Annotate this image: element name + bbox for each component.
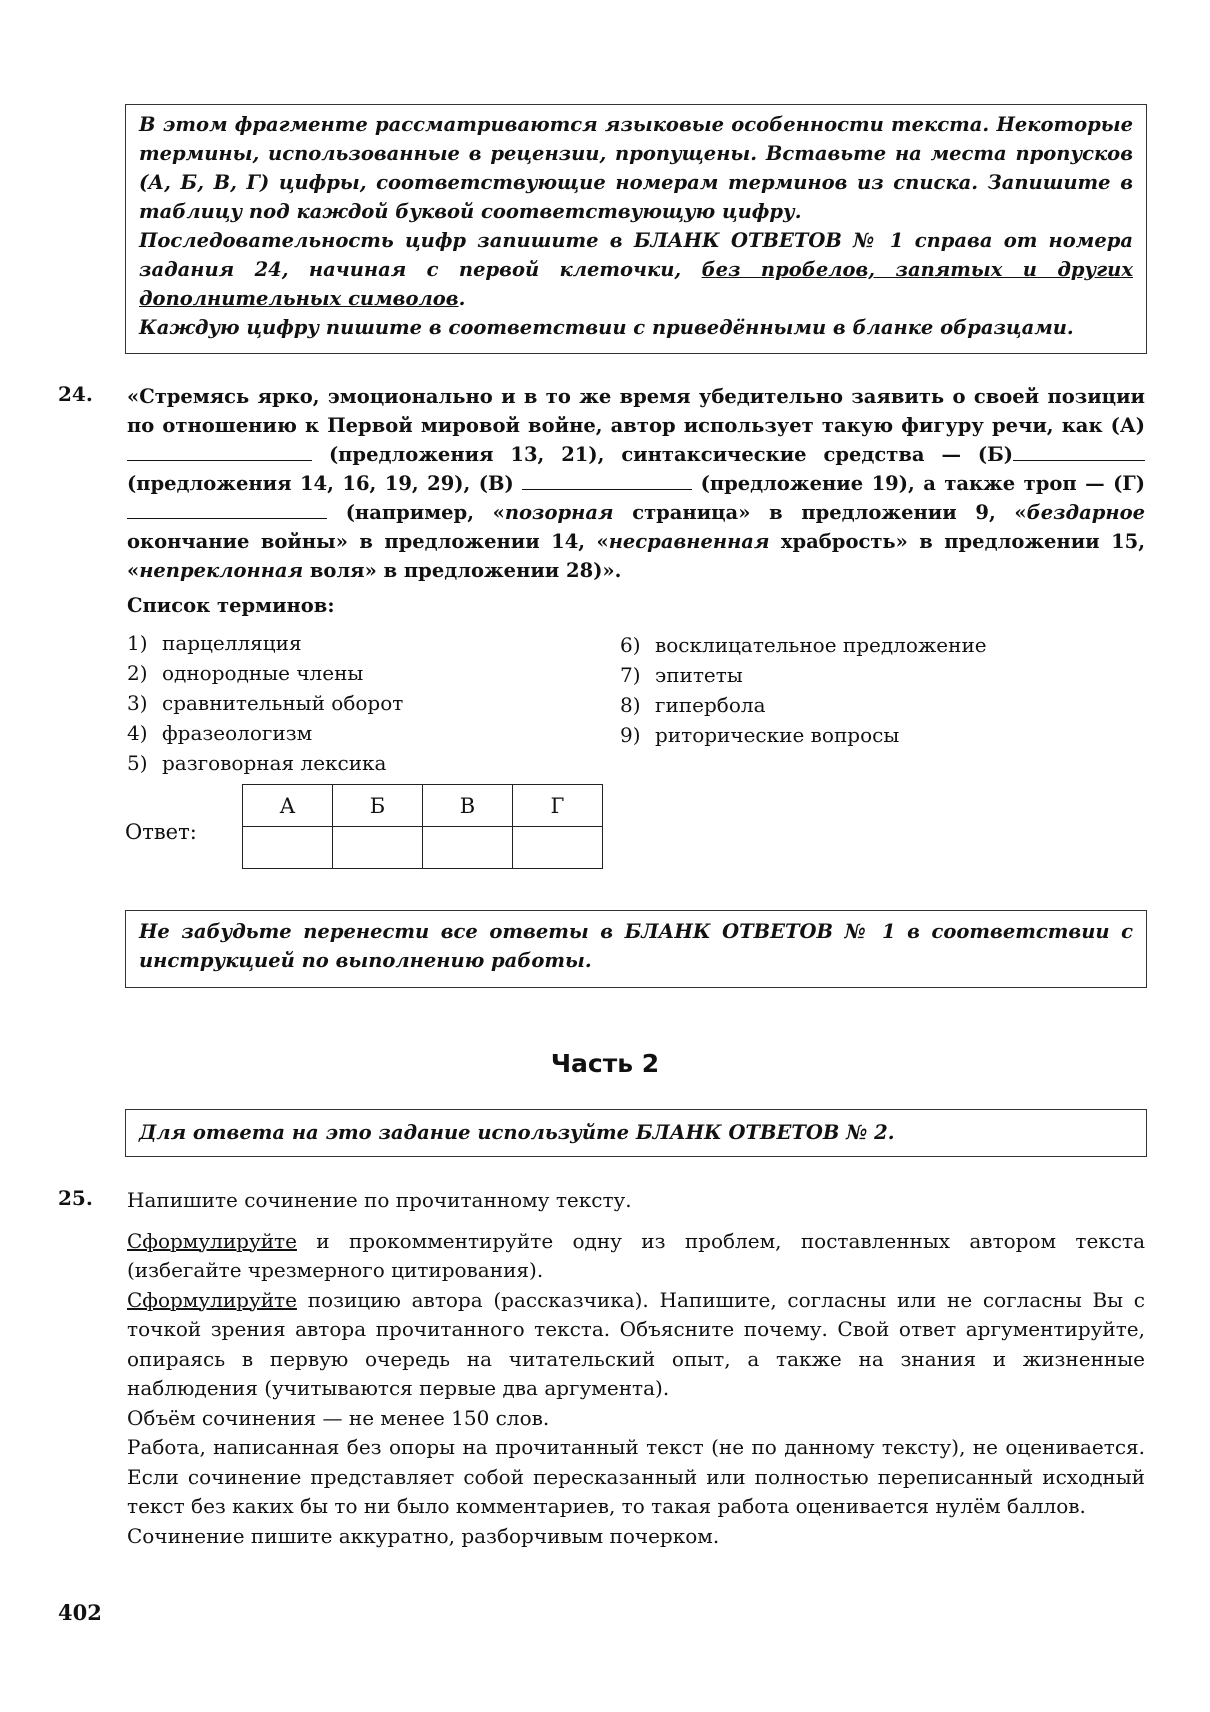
blank-v (522, 470, 692, 490)
task-25-para-5: Сочинение пишите аккуратно, разборчивым почерком. (127, 1523, 720, 1548)
task-24-seg2: (предложения 13, 21), синтаксические средства — (Б) (328, 443, 1013, 466)
example-4-italic: непреклонная (139, 559, 304, 582)
answer-cell-a[interactable] (243, 827, 333, 869)
term-item (127, 658, 403, 688)
task-25-para-2 (127, 1286, 1145, 1404)
answer-cell-v[interactable] (423, 827, 513, 869)
instructions-underlined: без пробелов, запятых и других дополнительных символов (139, 258, 1133, 310)
task-25-para-1-underlined: Сформулируйте (127, 1228, 297, 1253)
example-3-rest: храбрость» в предложении 15, « (127, 530, 1145, 582)
answer-header-v: В (423, 785, 513, 827)
task-25-para-3: Объём сочинения — не менее 150 слов. (127, 1405, 550, 1430)
answer-cell-g[interactable] (513, 827, 603, 869)
task-24-seg5: (например, « (345, 501, 505, 524)
term-number: 4) (127, 721, 148, 745)
answer-header-b: Б (333, 785, 423, 827)
term-number: 6) (620, 633, 641, 657)
terms-heading: Список терминов: (127, 594, 335, 617)
reminder-box (125, 910, 1147, 988)
blank-a (127, 441, 312, 461)
task-25-intro: Напишите сочинение по прочитанному тексту. (127, 1188, 632, 1212)
term-number: 7) (620, 663, 641, 687)
task-24-seg3: (предложения 14, 16, 19, 29), (В) (127, 472, 514, 495)
task-25-para-1-rest: и прокомментируйте одну из проблем, поставленных автором текста (избегайте чрезмерного цитирования). (127, 1228, 1145, 1282)
term-number: 8) (620, 693, 641, 717)
term-item (127, 688, 403, 718)
answer-header-a: А (243, 785, 333, 827)
instructions-text-3: Каждую цифру пишите в соответствии с приведёнными в бланке образцами. (139, 316, 1074, 339)
term-number: 5) (127, 751, 148, 775)
example-2-rest: окончание войны» в предложении 14, « (127, 530, 609, 553)
task-25-para-2-rest: позицию автора (рассказчика). Напишите, согласны или не согласны Вы с точкой зрения автора прочитанного текста. Объясните почему. Свой ответ аргументируйте, опираясь в первую очередь на читательский опыт, а также на знания и жизненные наблюдения (учитываются первые два аргумента). (127, 1287, 1145, 1400)
part-2-title: Часть 2 (550, 1049, 660, 1078)
example-1-italic: позорная (504, 501, 614, 524)
instructions-text-2 (139, 226, 1133, 313)
task-24-seg1: «Стремясь ярко, эмоционально и в то же время убедительно заявить о своей позиции по отношению к Первой мировой войне, автор использует такую фигуру речи, как (А) (127, 385, 1145, 437)
reminder-text: Не забудьте перенести все ответы в БЛАНК ОТВЕТОВ № 1 в соответствии с инструкцией по выполнению работы. (139, 920, 1133, 972)
task-25-number: 25. (58, 1186, 93, 1210)
term-item (620, 720, 987, 750)
task-24-text (127, 382, 1145, 585)
answer-input-row (243, 827, 603, 869)
term-item (127, 628, 403, 658)
answer-header-row (243, 785, 603, 827)
term-item (127, 718, 403, 748)
terms-list-right (620, 630, 987, 750)
term-text: разговорная лексика (162, 751, 387, 775)
term-item (620, 630, 987, 660)
task-24-number: 24. (58, 382, 93, 406)
task-24-seg4: (предложение 19), а также троп — (Г) (700, 472, 1145, 495)
blank-b (1013, 441, 1145, 461)
part-2-instruction-box (125, 1109, 1147, 1157)
task-25-text (127, 1186, 1145, 1551)
term-text: гипербола (655, 693, 766, 717)
term-text: восклицательное предложение (655, 633, 987, 657)
term-item (620, 690, 987, 720)
term-number: 2) (127, 661, 148, 685)
instructions-text-2-start: Последовательность цифр запишите в БЛАНК ОТВЕТОВ № 1 справа от номера задания 24, начиная с первой клеточки, (139, 229, 1133, 281)
example-4-rest: воля» в предложении 28)». (303, 559, 622, 582)
answer-label: Ответ: (125, 820, 197, 844)
term-text: парцелляция (162, 631, 302, 655)
term-text: риторические вопросы (655, 723, 900, 747)
answer-table (242, 784, 603, 869)
task-25-para-4: Работа, написанная без опоры на прочитанный текст (не по данному тексту), не оценивается. Если сочинение представляет собой пересказанный или полностью переписанный исходный текст без каких бы то ни было комментариев, то такая работа оценивается нулём баллов. (127, 1435, 1145, 1518)
instructions-text-2-end: . (458, 287, 466, 310)
example-2-italic: бездарное (1026, 501, 1146, 524)
term-item (127, 748, 403, 778)
instructions-text-1: В этом фрагменте рассматриваются языковые особенности текста. Некоторые термины, использованные в рецензии, пропущены. Вставьте на места пропусков (А, Б, В, Г) цифры, соответствующие номерам терминов из списка. Запишите в таблицу под каждой буквой соответствующую цифру. (139, 113, 1133, 223)
answer-header-g: Г (513, 785, 603, 827)
term-text: сравнительный оборот (162, 691, 404, 715)
terms-list-left (127, 628, 403, 778)
answer-cell-b[interactable] (333, 827, 423, 869)
example-1-rest: страница» в предложении 9, « (613, 501, 1027, 524)
blank-g (127, 499, 327, 519)
term-number: 1) (127, 631, 148, 655)
term-text: фразеологизм (162, 721, 313, 745)
task-25-para-1 (127, 1227, 1145, 1286)
term-text: эпитеты (655, 663, 743, 687)
term-text: однородные члены (162, 661, 364, 685)
page-number: 402 (58, 1600, 102, 1625)
part-2-instruction-text: Для ответа на это задание используйте БЛАНК ОТВЕТОВ № 2. (139, 1121, 895, 1144)
term-number: 3) (127, 691, 148, 715)
term-number: 9) (620, 723, 641, 747)
example-3-italic: несравненная (608, 530, 770, 553)
term-item (620, 660, 987, 690)
task-25-para-2-underlined: Сформулируйте (127, 1287, 297, 1312)
instructions-box (125, 104, 1147, 354)
